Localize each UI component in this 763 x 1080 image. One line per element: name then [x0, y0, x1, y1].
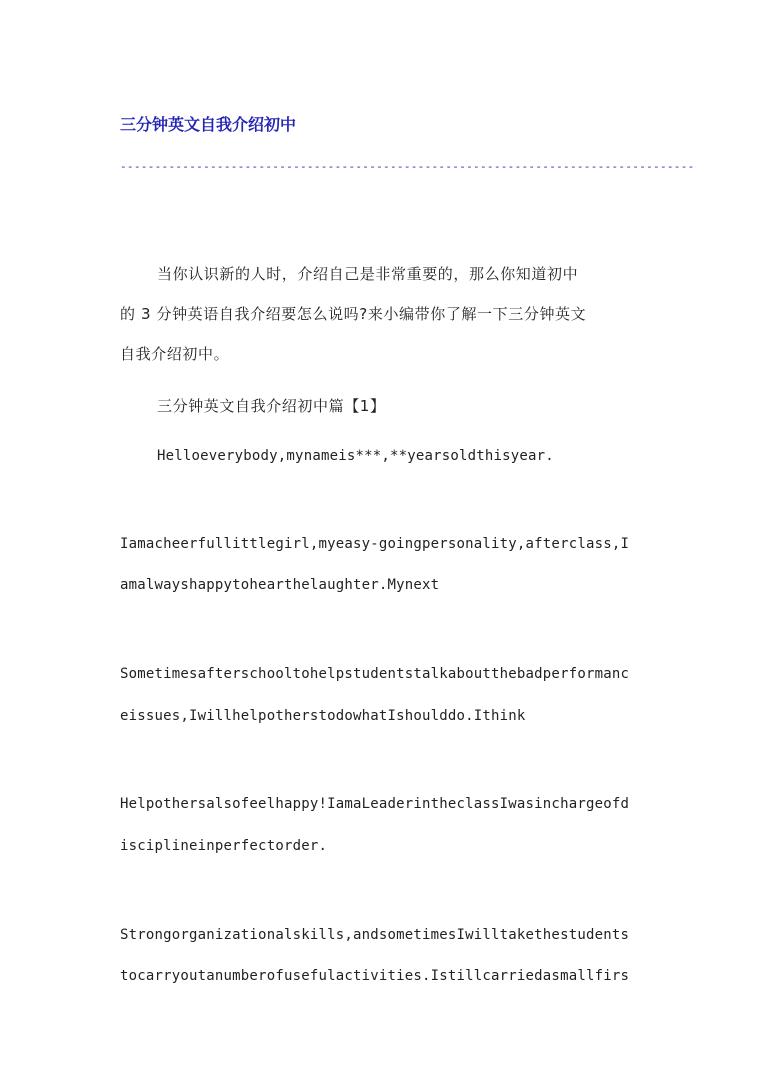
- paragraph-3-line-2: isciplineinperfectorder.: [120, 838, 328, 854]
- title-divider: -----------------------------------------------------------------------------------: [120, 160, 695, 173]
- greeting-line: Helloeverybody,mynameis***,**yearsoldthisyear.: [157, 448, 554, 464]
- paragraph-1-line-2: amalwayshappytohearthelaughter.Mynext: [120, 577, 440, 593]
- paragraph-2-line-2: eissues,IwillhelpotherstodowhatIshoulddo.Ithink: [120, 708, 526, 724]
- paragraph-3-line-1: Helpothersalsofeelhappy!IamaLeaderintheclassIwasinchargeofd: [120, 796, 630, 812]
- paragraph-2-line-1: Sometimesafterschooltohelpstudentstalkaboutthebadperformanc: [120, 666, 630, 682]
- section-heading: 三分钟英文自我介绍初中篇【1】: [157, 397, 386, 415]
- intro-line-1: 当你认识新的人时，介绍自己是非常重要的，那么你知道初中: [157, 265, 579, 283]
- paragraph-1-line-1: Iamacheerfullittlegirl,myeasy-goingpersonality,afterclass,I: [120, 536, 630, 552]
- intro-line-3: 自我介绍初中。: [120, 345, 230, 363]
- paragraph-4-line-2: tocarryoutanumberofusefulactivities.Istillcarriedasmallfirs: [120, 968, 630, 984]
- intro-line-2: 的 3 分钟英语自我介绍要怎么说吗?来小编带你了解一下三分钟英文: [120, 305, 587, 323]
- paragraph-4-line-1: Strongorganizationalskills,andsometimesIwilltakethestudents: [120, 927, 630, 943]
- document-title: 三分钟英文自我介绍初中: [120, 115, 297, 134]
